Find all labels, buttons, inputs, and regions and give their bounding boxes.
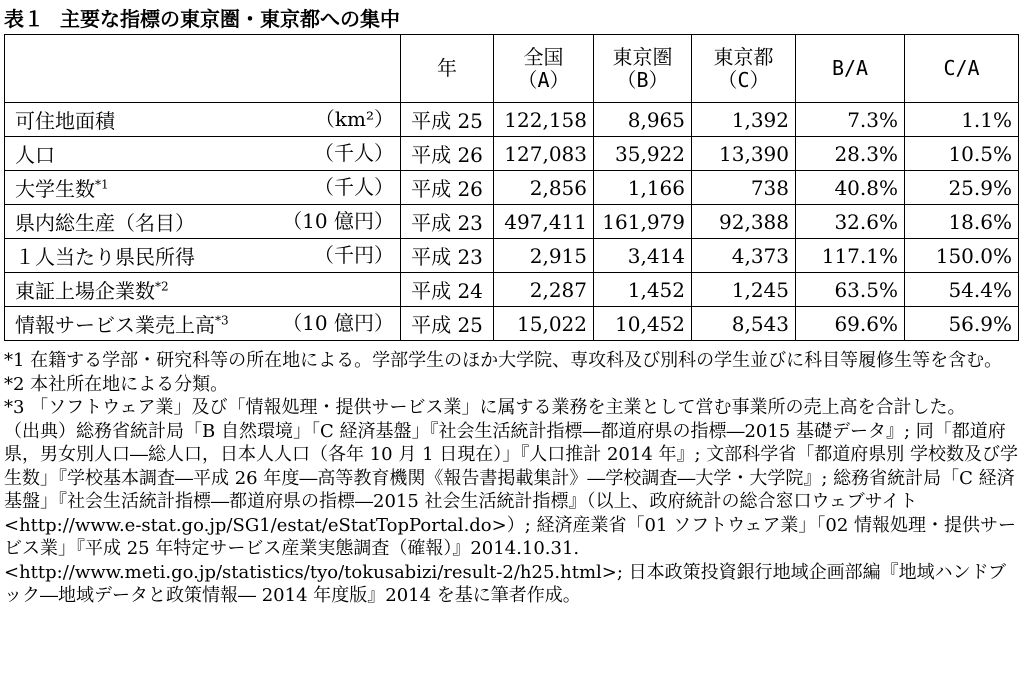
header-b-over-a: B/A — [796, 35, 905, 103]
row-footnote-mark: *1 — [95, 177, 109, 192]
cell-tokyo-area: 3,414 — [594, 239, 692, 273]
cell-tokyo-metro: 738 — [692, 171, 796, 205]
row-unit: （10 億円） — [282, 209, 394, 233]
cell-c-over-a: 25.9% — [905, 171, 1019, 205]
row-unit: （10 億円） — [282, 311, 394, 335]
cell-c-over-a: 10.5% — [905, 137, 1019, 171]
cell-b-over-a: 7.3% — [796, 103, 905, 137]
header-tokyo-metro: 東京都 （C） — [692, 35, 796, 103]
header-row — [5, 35, 1019, 103]
cell-c-over-a: 54.4% — [905, 273, 1019, 307]
row-label-text: １人当たり県民所得 — [15, 245, 195, 269]
cell-year: 平成 26 — [401, 137, 494, 171]
cell-b-over-a: 117.1% — [796, 239, 905, 273]
cell-national: 127,083 — [494, 137, 594, 171]
cell-tokyo-metro: 4,373 — [692, 239, 796, 273]
cell-tokyo-metro: 13,390 — [692, 137, 796, 171]
footnote-1: *1 在籍する学部・研究科等の所在地による。学部学生のほか大学院、専攻科及び別科の学生並びに科目等履修生等を含む。 — [4, 350, 1003, 371]
cell-year: 平成 23 — [401, 205, 494, 239]
table-row — [5, 137, 1019, 171]
row-label — [5, 103, 401, 137]
cell-b-over-a: 63.5% — [796, 273, 905, 307]
row-unit: （km²） — [314, 107, 394, 131]
cell-year: 平成 25 — [401, 103, 494, 137]
source-note: （出典）総務省統計局「B 自然環境」「C 経済基盤」『社会生活統計指標―都道府県の指標―2015 基礎データ』; 同「都道府県，男女別人口―総人口，日本人人口（各年 10 月 1 日現在）」『人口推計 2014 年』; 文部科学省「都道府県別 学校数及び学生数」『学校基本調査―平成 26 年度―高等教育機関《報告書掲載集計》―学校調査―大学・大学院』; 総務省統計局「C 経済基盤」『社会生活統計指標―都道府県の指標―2015 社会生活統計指標』（以上、政府統計の総合窓口ウェブサイト <http://www.e-stat.go.jp/SG1/estat/eStatTopPortal.do>）; 経済産業省「01 ソフトウェア業」「02 情報処理・提供サービス業」『平成 25 年特定サービス産業実態調査（確報）』2014.10.31. <http://www.meti.go.jp/statistics/tyo/tokusabizi/result-2/h25.html>; 日本政策投資銀行地域企画部編『地域ハンドブック―地域データと政策情報― 2014 年度版』2014 を基に筆者作成。 — [4, 420, 1018, 606]
table-title — [4, 4, 400, 34]
cell-year: 平成 25 — [401, 307, 494, 341]
cell-tokyo-metro: 92,388 — [692, 205, 796, 239]
row-footnote-mark: *3 — [215, 313, 229, 328]
row-unit: （千円） — [314, 243, 394, 267]
cell-b-over-a: 40.8% — [796, 171, 905, 205]
row-label — [5, 137, 401, 171]
row-unit: （千人） — [314, 175, 394, 199]
cell-year: 平成 26 — [401, 171, 494, 205]
row-label-text: 大学生数 — [15, 177, 95, 201]
table-number: 表１ — [4, 7, 44, 31]
cell-c-over-a: 1.1% — [905, 103, 1019, 137]
cell-tokyo-area: 35,922 — [594, 137, 692, 171]
cell-year: 平成 23 — [401, 239, 494, 273]
table-title-text: 主要な指標の東京圏・東京都への集中 — [60, 7, 400, 31]
cell-c-over-a: 18.6% — [905, 205, 1019, 239]
footnotes — [4, 349, 1020, 608]
table-row — [5, 103, 1019, 137]
row-label-text: 東証上場企業数 — [15, 279, 155, 303]
cell-year: 平成 24 — [401, 273, 494, 307]
header-tokyo-area: 東京圏 （B） — [594, 35, 692, 103]
header-national: 全国 （A） — [494, 35, 594, 103]
cell-tokyo-metro: 1,392 — [692, 103, 796, 137]
row-unit: （千人） — [314, 141, 394, 165]
cell-national: 15,022 — [494, 307, 594, 341]
cell-national: 122,158 — [494, 103, 594, 137]
table-row — [5, 273, 1019, 307]
table-row — [5, 307, 1019, 341]
row-label-text: 人口 — [15, 143, 55, 167]
row-label — [5, 205, 401, 239]
row-label — [5, 171, 401, 205]
indicator-table — [4, 34, 1019, 341]
cell-b-over-a: 32.6% — [796, 205, 905, 239]
cell-national: 2,287 — [494, 273, 594, 307]
cell-b-over-a: 69.6% — [796, 307, 905, 341]
cell-tokyo-area: 1,166 — [594, 171, 692, 205]
footnote-3: *3 「ソフトウェア業」及び「情報処理・提供サービス業」に属する業務を主業として営む事業所の売上高を合計した。 — [4, 397, 966, 418]
cell-tokyo-metro: 1,245 — [692, 273, 796, 307]
table-row — [5, 171, 1019, 205]
row-label-text: 情報サービス業売上高 — [15, 313, 215, 337]
cell-b-over-a: 28.3% — [796, 137, 905, 171]
cell-national: 497,411 — [494, 205, 594, 239]
cell-national: 2,856 — [494, 171, 594, 205]
row-label-text: 可住地面積 — [15, 109, 115, 133]
cell-tokyo-area: 161,979 — [594, 205, 692, 239]
cell-c-over-a: 150.0% — [905, 239, 1019, 273]
row-label — [5, 239, 401, 273]
cell-tokyo-area: 8,965 — [594, 103, 692, 137]
footnote-2: *2 本社所在地による分類。 — [4, 373, 229, 395]
header-year: 年 — [401, 35, 494, 103]
row-label — [5, 273, 401, 307]
header-blank — [5, 35, 401, 103]
cell-tokyo-area: 1,452 — [594, 273, 692, 307]
cell-national: 2,915 — [494, 239, 594, 273]
cell-tokyo-metro: 8,543 — [692, 307, 796, 341]
row-footnote-mark: *2 — [155, 279, 169, 294]
table-row — [5, 205, 1019, 239]
header-c-over-a: C/A — [905, 35, 1019, 103]
row-label — [5, 307, 401, 341]
cell-tokyo-area: 10,452 — [594, 307, 692, 341]
row-label-text: 県内総生産（名目） — [15, 211, 195, 235]
table-row — [5, 239, 1019, 273]
cell-c-over-a: 56.9% — [905, 307, 1019, 341]
